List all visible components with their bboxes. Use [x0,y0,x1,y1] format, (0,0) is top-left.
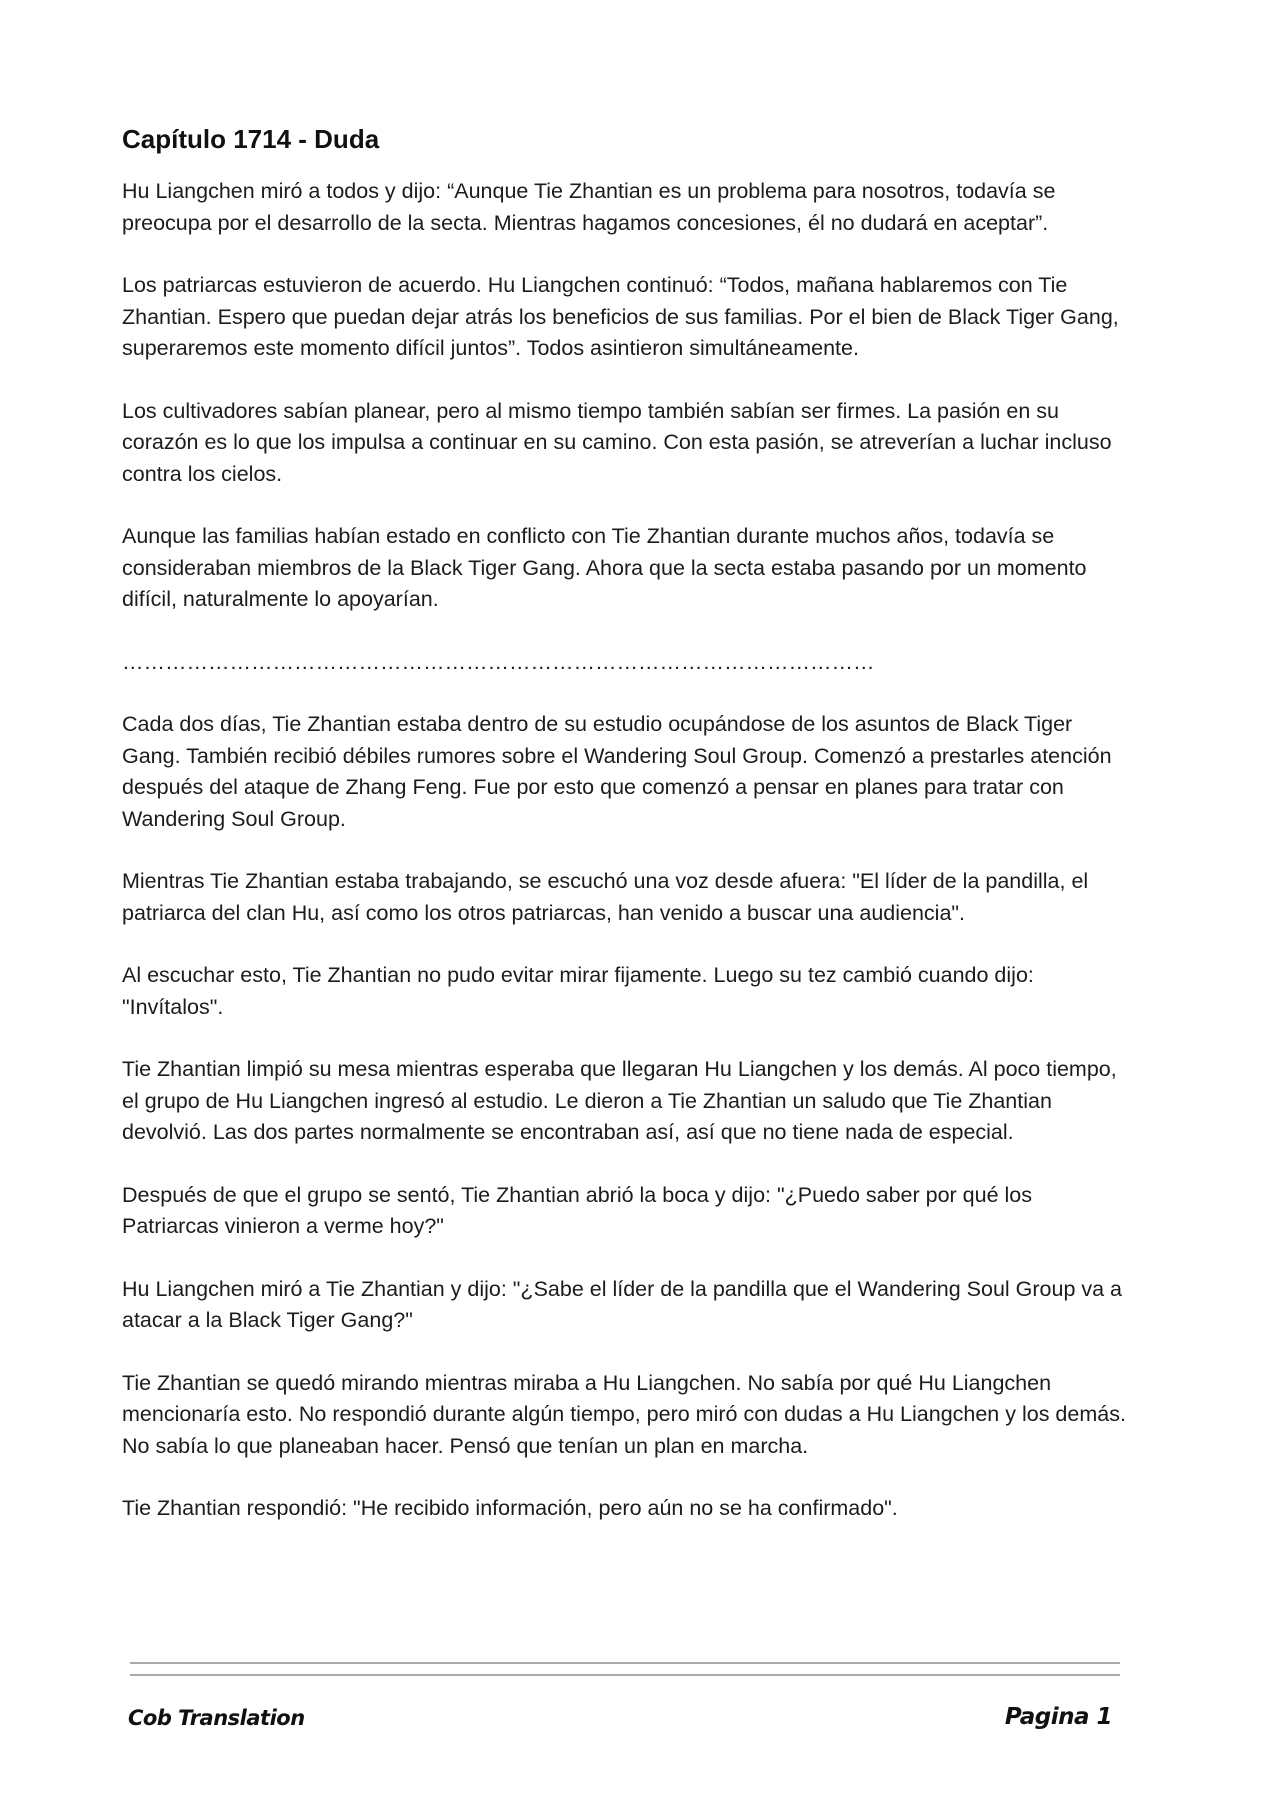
paragraph: Aunque las familias habían estado en conflicto con Tie Zhantian durante muchos años, todavía se consideraban miembros de la Black Tiger Gang. Ahora que la secta estaba pasando por un momento difícil, naturalmente lo apoyarían. [122,524,1087,611]
paragraph: Hu Liangchen miró a todos y dijo: “Aunque Tie Zhantian es un problema para nosotros, todavía se preocupa por el desarrollo de la secta. Mientras hagamos concesiones, él no dudará en aceptar”. [122,179,1056,235]
paragraph: Tie Zhantian respondió: "He recibido información, pero aún no se ha confirmado". [122,1496,898,1520]
chapter-title: Capítulo 1714 - Duda [122,124,380,154]
footer-page-number: Pagina 1 [1004,1704,1112,1730]
paragraph: Los cultivadores sabían planear, pero al mismo tiempo también sabían ser firmes. La pasión en su corazón es lo que los impulsa a continuar en su camino. Con esta pasión, se atreverían a luchar incluso contra los cielos. [122,398,1112,486]
footer-rule-bottom [130,1674,1120,1676]
paragraph: Tie Zhantian se quedó mirando mientras miraba a Hu Liangchen. No sabía por qué Hu Liangchen mencionaría esto. No respondió durante algún tiempo, pero miró con dudas a Hu Liangchen y los demás. No sabía lo que planeaban hacer. Pensó que tenían un plan en marcha. [122,1370,1126,1458]
paragraph: Cada dos días, Tie Zhantian estaba dentro de su estudio ocupándose de los asuntos de Black Tiger Gang. También recibió débiles rumores sobre el Wandering Soul Group. Comenzó a prestarles atención después del ataque de Zhang Feng. Fue por esto que comenzó a pensar en planes para tratar con Wandering Soul Group. [122,712,1112,831]
paragraph: Después de que el grupo se sentó, Tie Zhantian abrió la boca y dijo: "¿Puedo saber por qué los Patriarcas vinieron a verme hoy?" [122,1182,1033,1238]
paragraph: Al escuchar esto, Tie Zhantian no pudo evitar mirar fijamente. Luego su tez cambió cuando dijo: "Invítalos". [122,963,1034,1019]
paragraph: Mientras Tie Zhantian estaba trabajando, se escuchó una voz desde afuera: "El líder de la pandilla, el patriarca del clan Hu, así como los otros patriarcas, han venido a buscar una audiencia". [122,869,1089,925]
footer-translator-credit: Cob Translation [128,1706,305,1730]
paragraph: Hu Liangchen miró a Tie Zhantian y dijo: "¿Sabe el líder de la pandilla que el Wandering Soul Group va a atacar a la Black Tiger Gang?" [122,1276,1123,1332]
document-body [122,120,1132,1556]
footer-rule-top [130,1662,1120,1664]
dotted-separator: …………………………………………………………………………………………… [122,649,875,674]
paragraph: Los patriarcas estuvieron de acuerdo. Hu Liangchen continuó: “Todos, mañana hablaremos con Tie Zhantian. Espero que puedan dejar atrás los beneficios de sus familias. Por el bien de Black Tiger Gang, superaremos este momento difícil juntos”. Todos asintieron simultáneamente. [122,273,1119,360]
paragraph: Tie Zhantian limpió su mesa mientras esperaba que llegaran Hu Liangchen y los demás. Al poco tiempo, el grupo de Hu Liangchen ingresó al estudio. Le dieron a Tie Zhantian un saludo que Tie Zhantian devolvió. Las dos partes normalmente se encontraban así, así que no tiene nada de especial. [122,1057,1117,1144]
